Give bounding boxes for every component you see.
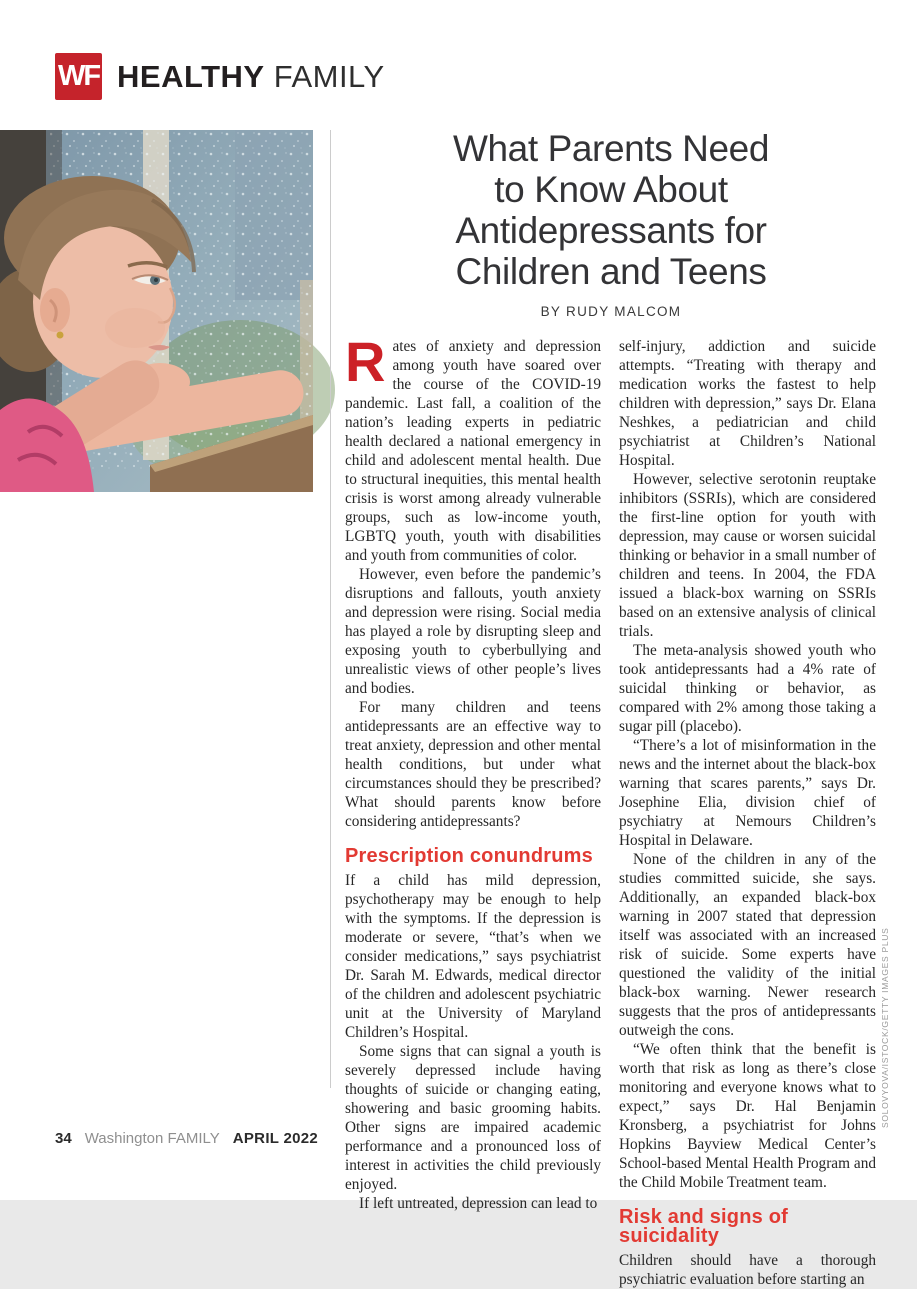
title-line: What Parents Need (452, 128, 770, 169)
paragraph: “There’s a lot of misinformation in the news and the internet about the black-box warning that scares parents,” says Dr. Josephine Elia, division chief of psychiatry at Nemours Children’s Hospital in Delaware. (619, 737, 876, 849)
byline: BY RUDY MALCOM (540, 304, 682, 319)
paragraph: If left untreated, depression can lead to (359, 1195, 598, 1212)
paragraph: The meta-analysis showed youth who took antidepressants had a 4% rate of suicidal thinking or behavior, as compared with 2% among those taking a sugar pill (placebo). (619, 642, 876, 735)
issue-date: APRIL 2022 (232, 1130, 319, 1147)
section-title-light: FAMILY (273, 59, 385, 94)
article-title (344, 128, 878, 292)
wf-logo-text: WF (57, 60, 100, 92)
paragraph: None of the children in any of the studies committed suicide, she says. Additionally, an expanded black-box warning in 2007 stated that depression itself was associated with an increased risk of suicide. Some experts have questioned the validity of the initial black-box warning. Newer research suggests that the pros of antidepressants outweigh the cons. (619, 851, 876, 1039)
paragraph (345, 330, 601, 565)
section-heading-prescription-conundrums: Prescription conundrums (345, 845, 593, 867)
section-title-bold: HEALTHY (117, 59, 265, 94)
pupil (154, 278, 158, 282)
paragraph: Some signs that can signal a youth is severely depressed include having thoughts of suicide or changing eating, showering and basic grooming habits. Other signs are impaired academic performance and a pronounced loss of interest in activities the child previously enjoyed. (345, 1043, 601, 1193)
title-line: Children and Teens (455, 251, 767, 292)
paragraph: “We often think that the benefit is worth that risk as long as there’s close monitoring and everyone knows what to expect,” says Dr. Hal Benjamin Kronsberg, a psychiatrist for Johns Hopkins Bayview Medical Center’s School-based Mental Health Program and the Child Mobile Treatment team. (619, 1041, 876, 1191)
paragraph: For many children and teens antidepressants are an effective way to treat anxiety, depression and other mental health conditions, but under what circumstances should they be prescribed? What should parents know before considering antidepressants? (345, 699, 601, 830)
earring (57, 332, 64, 339)
body-column-2 (619, 337, 876, 1289)
page-footer (55, 1130, 318, 1147)
wf-logo (55, 53, 102, 100)
cheek-shading (105, 308, 165, 348)
magazine-name: Washington FAMILY (84, 1130, 220, 1147)
vertical-divider (330, 130, 331, 1088)
title-line: Antidepressants for (455, 210, 767, 251)
title-line: to Know About (494, 169, 728, 210)
paragraph: However, even before the pandemic’s disruptions and fallouts, youth anxiety and depression were rising. Social media has played a role by disrupting sleep and exposing youth to cyberbullying and unrealistic views of other people’s lives and bodies. (345, 566, 601, 697)
paragraph: Children should have a thorough psychiatric evaluation before starting an (619, 1252, 876, 1288)
paragraph: However, selective serotonin reuptake inhibitors (SSRIs), which are considered the first-line option for youth with depression, may cause or worsen suicidal thinking or behavior in a small number of children and teens. In 2004, the FDA issued a black-box warning on SSRIs based on an extensive analysis of clinical trials. (619, 471, 876, 640)
photo-girl-rainy-window (0, 130, 313, 492)
section-title (117, 59, 385, 95)
section-heading-risk-signs: Risk and signs of suicidality (619, 1206, 788, 1247)
paragraph-text: ates of anxiety and depression among youth have soared over the course of the COVID-19 pandemic. Last fall, a coalition of the nation’s leading experts in pediatric health declared a national emergency in child and adolescent mental health. Due to structural inequities, this mental health crisis is worst among already vulnerable groups, such as low-income youth, LGBTQ youth, youth with disabilities and youth from communities of color. (345, 338, 601, 564)
paragraph: self-injury, addiction and suicide attempts. “Treating with therapy and medication works the fastest to help children with depression,” says Dr. Elana Neshkes, a pediatrician and child psychiatrist at Children’s National Hospital. (619, 338, 876, 469)
article-header (344, 128, 878, 319)
photo-credit: SOLOVYOVA/ISTOCK/GETTY IMAGES PLUS (880, 927, 890, 1128)
photo-illustration (0, 130, 313, 492)
drop-cap: R (345, 330, 386, 393)
paragraph: If a child has mild depression, psychotherapy may be enough to help with the symptoms. If the depression is moderate or severe, “that’s when we consider medications,” says psychiatrist Dr. Sarah M. Edwards, medical director of the children and adolescent psychiatric unit at the University of Maryland Children’s Hospital. (345, 872, 601, 1041)
page-number: 34 (55, 1130, 72, 1147)
body-column-1 (345, 330, 601, 1213)
